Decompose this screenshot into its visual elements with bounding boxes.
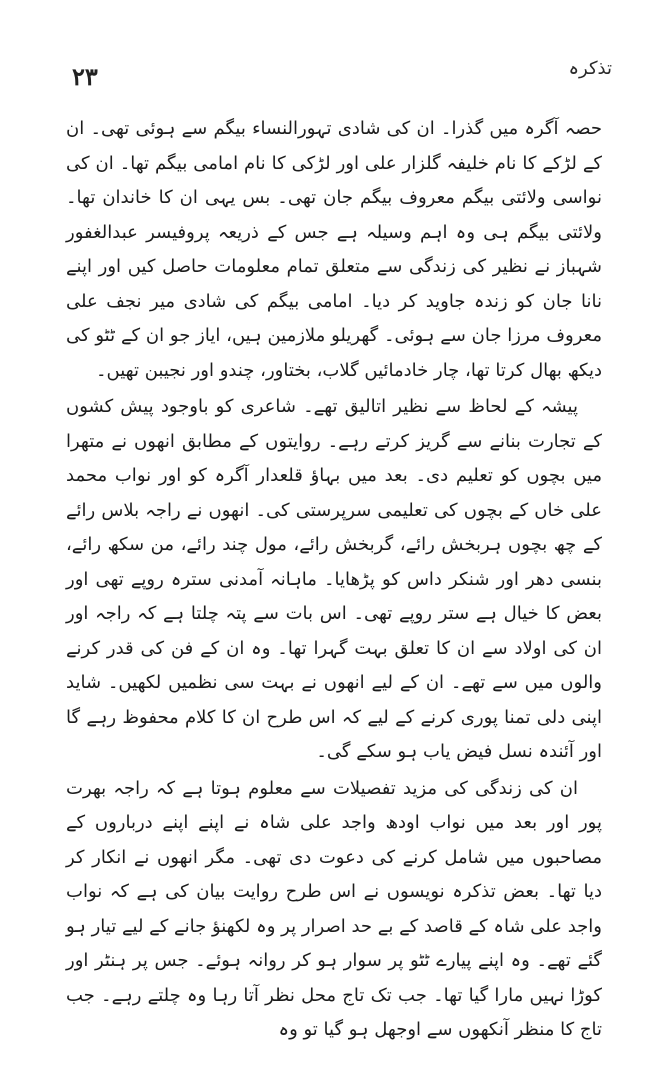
body-text	[66, 112, 602, 1048]
running-title: تذکرہ	[568, 58, 612, 79]
page-number: ۲۳	[72, 62, 98, 91]
paragraph-1: حصہ آگرہ میں گذرا۔ ان کی شادی تہورالنساء بیگم سے ہوئی تھی۔ ان کے لڑکے کا نام خلیفہ گلزار علی اور لڑکی کا نام امامی بیگم تھا۔ ان کی نواسی ولائتی بیگم معروف بیگم جان تھی۔ بس یہی ان کا خاندان تھا۔ ولائتی بیگم ہی وہ اہم وسیلہ ہے جس کے ذریعہ پروفیسر عبدالغفور شہباز نے نظیر کی زندگی سے متعلق تمام معلومات حاصل کیں اور اپنے نانا جان کو زندہ جاوید کر دیا۔ امامی بیگم کی شادی میر نجف علی معروف مرزا جان سے ہوئی۔ گھریلو ملازمین ہیں، ایاز جو ان کے ٹٹو کی دیکھ بھال کرتا تھا، چار خادمائیں گلاب، بختاور، چندو اور نجیبن تھیں۔	[66, 118, 602, 381]
paragraph-2: پیشہ کے لحاظ سے نظیر اتالیق تھے۔ شاعری کو باوجود پیش کشوں کے تجارت بنانے سے گریز کرتے رہے۔ روایتوں کے مطابق انھوں نے متھرا میں بچوں کو تعلیم دی۔ بعد میں بہاؤ قلعدار آگرہ کو اور نواب محمد علی خاں کے بچوں کی تعلیمی سرپرستی کی۔ انھوں نے راجہ بلاس رائے کے چھ بچوں ہربخش رائے، گربخش رائے، مول چند رائے، من سکھ رائے، بنسی دھر اور شنکر داس کو پڑھایا۔ ماہانہ آمدنی سترہ روپے تھی اور بعض کا خیال ہے ستر روپے تھی۔ اس بات سے پتہ چلتا ہے کہ راجہ اور ان کی اولاد سے ان کا تعلق بہت گہرا تھا۔ وہ ان کے فن کی قدر کرنے والوں میں سے تھے۔ ان کے لیے انھوں نے بہت سی نظمیں لکھیں۔ شاید اپنی دلی تمنا پوری کرنے کے لیے کہ اس طرح ان کا کلام محفوظ رہے گا اور آئندہ نسل فیض یاب ہو سکے گی۔	[66, 396, 602, 762]
page-header	[72, 58, 612, 98]
paragraph-3: ان کی زندگی کی مزید تفصیلات سے معلوم ہوتا ہے کہ راجہ بھرت پور اور بعد میں نواب اودھ واجد علی شاہ نے اپنے اپنے درباروں کے مصاحبوں میں شامل کرنے کی دعوت دی تھی۔ مگر انھوں نے انکار کر دیا تھا۔ بعض تذکرہ نویسوں نے اس طرح روایت بیان کی ہے کہ نواب واجد علی شاہ کے قاصد کے بے حد اصرار پر وہ لکھنؤ جانے کے لیے تیار ہو گئے تھے۔ وہ اپنے پیارے ٹٹو پر سوار ہو کر روانہ ہوئے۔ جس پر ہنٹر اور کوڑا نہیں مارا گیا تھا۔ جب تک تاج محل نظر آتا رہا وہ چلتے رہے۔ جب تاج کا منظر آنکھوں سے اوجھل ہو گیا تو وہ	[66, 777, 602, 1040]
